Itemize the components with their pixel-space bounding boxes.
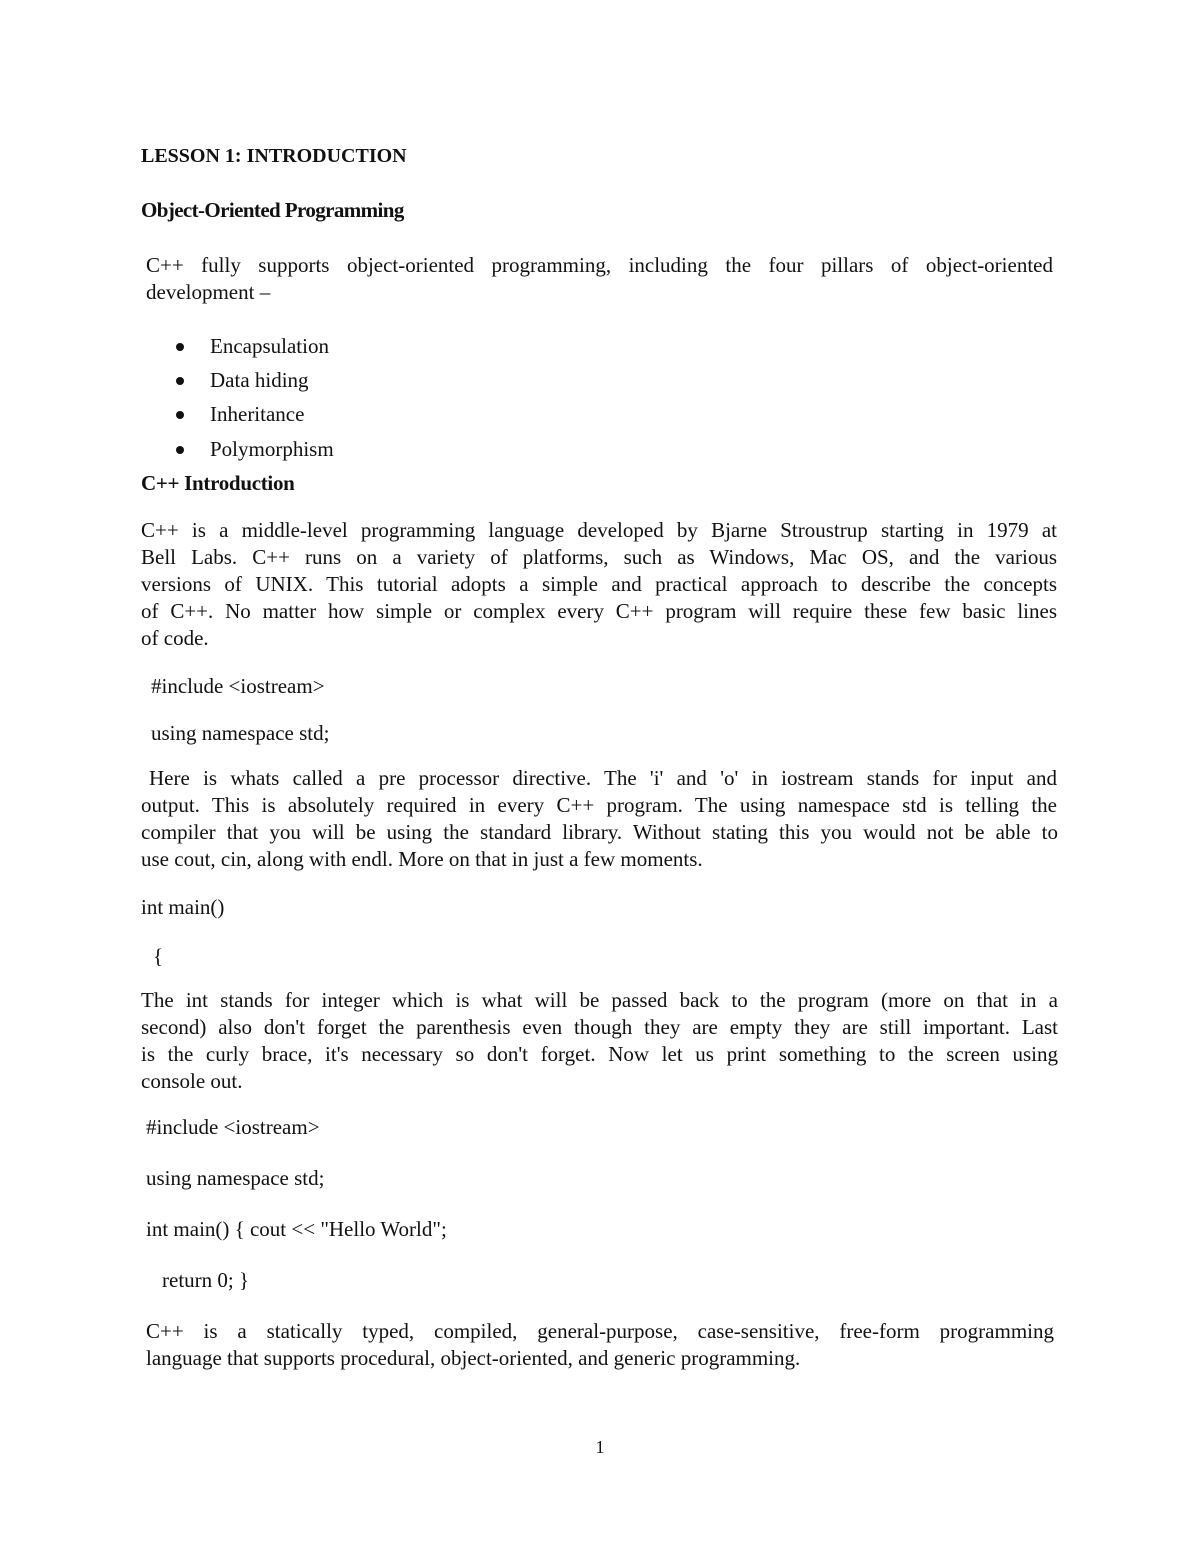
preprocessor-paragraph-line: output. This is absolutely required in every C++ program. The using namespace std is telling the xyxy=(141,793,1057,817)
oop-paragraph-line: C++ fully supports object-oriented programming, including the four pillars of object-oriented xyxy=(146,253,1053,277)
bullet-icon xyxy=(176,411,184,419)
list-item-label: Inheritance xyxy=(210,402,305,426)
final-paragraph-line: C++ is a statically typed, compiled, general-purpose, case-sensitive, free-form programming xyxy=(146,1319,1054,1343)
code-line-include: #include <iostream> xyxy=(146,1115,320,1139)
code-line-include: #include <iostream> xyxy=(151,674,325,698)
intro-paragraph-line: Bell Labs. C++ runs on a variety of platforms, such as Windows, Mac OS, and the various xyxy=(141,545,1057,569)
code-line-main-cout: int main() { cout << "Hello World"; xyxy=(146,1217,447,1241)
list-item-label: Encapsulation xyxy=(210,334,329,358)
preprocessor-paragraph-line: use cout, cin, along with endl. More on that in just a few moments. xyxy=(141,847,703,871)
oop-paragraph-line: development – xyxy=(146,280,271,304)
intro-paragraph-line: C++ is a middle-level programming language developed by Bjarne Stroustrup starting in 1979 at xyxy=(141,518,1057,542)
intro-paragraph-line: versions of UNIX. This tutorial adopts a simple and practical approach to describe the concepts xyxy=(141,572,1057,596)
intro-paragraph-line: of code. xyxy=(141,626,209,650)
list-item-label: Data hiding xyxy=(210,368,309,392)
intro-paragraph-line: of C++. No matter how simple or complex every C++ program will require these few basic lines xyxy=(141,599,1057,623)
code-line-return: return 0; } xyxy=(162,1268,250,1292)
int-paragraph-line: The int stands for integer which is what will be passed back to the program (more on that in a xyxy=(141,988,1058,1012)
int-paragraph-line: is the curly brace, it's necessary so don't forget. Now let us print something to the screen using xyxy=(141,1042,1058,1066)
list-item-label: Polymorphism xyxy=(210,437,334,461)
final-paragraph-line: language that supports procedural, object-oriented, and generic programming. xyxy=(146,1346,801,1370)
code-line-open-brace: { xyxy=(153,944,164,968)
code-line-int-main: int main() xyxy=(141,895,225,919)
bullet-icon xyxy=(176,377,184,385)
code-line-namespace: using namespace std; xyxy=(151,721,330,745)
preprocessor-paragraph-line: Here is whats called a pre processor directive. The 'i' and 'o' in iostream stands for input and xyxy=(149,766,1057,790)
bullet-icon xyxy=(176,446,184,454)
intro-heading: C++ Introduction xyxy=(141,471,295,495)
lesson-title: LESSON 1: INTRODUCTION xyxy=(141,145,407,167)
page-number: 1 xyxy=(595,1437,605,1457)
int-paragraph-line: second) also don't forget the parenthesis even though they are empty they are still important. Last xyxy=(141,1015,1058,1039)
preprocessor-paragraph-line: compiler that you will be using the standard library. Without stating this you would not be able to xyxy=(141,820,1058,844)
code-line-namespace: using namespace std; xyxy=(146,1166,325,1190)
int-paragraph-line: console out. xyxy=(141,1069,243,1093)
oop-heading: Object-Oriented Programming xyxy=(141,198,404,222)
bullet-icon xyxy=(176,343,184,351)
